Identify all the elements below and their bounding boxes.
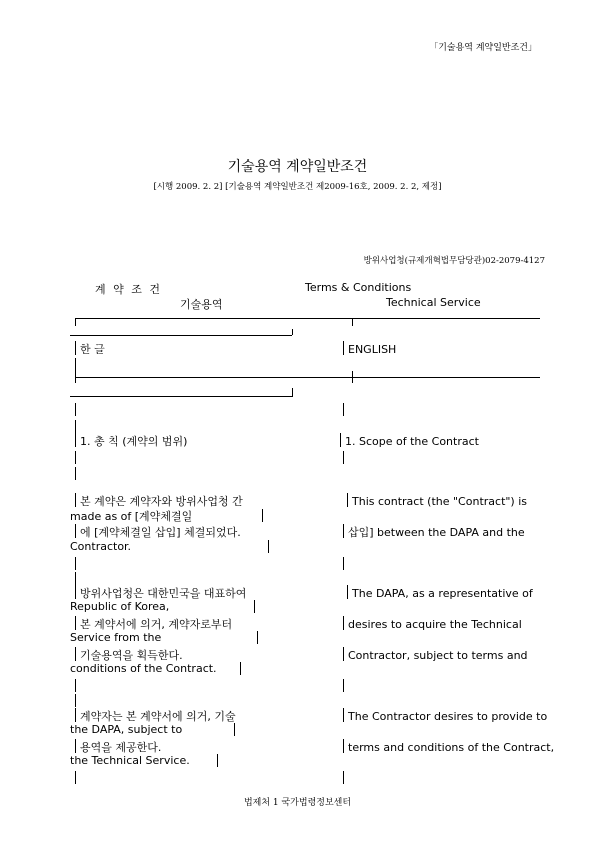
- row-pipe: [75, 467, 76, 480]
- table-top-rule: [75, 318, 540, 319]
- row-pipe: [75, 451, 76, 464]
- row-pipe: [234, 723, 235, 736]
- row-pipe: [75, 420, 76, 433]
- row-pipe: [343, 557, 344, 570]
- row-divider-pipe: [75, 358, 76, 371]
- clause-korean-line: 본 계약서에 의거, 계약자로부터: [75, 616, 232, 632]
- table-header-korean: 한 글: [75, 341, 105, 357]
- clause-korean-line: 계약자는 본 계약서에 의거, 기술: [75, 708, 236, 724]
- korean-column-title: 계 약 조 건: [95, 283, 162, 296]
- korean-column-subtitle: 기술용역: [180, 298, 223, 311]
- row-pipe: [254, 600, 255, 613]
- document-title: 기술용역 계약일반조건: [227, 159, 368, 175]
- clause-korean-line: 용역을 제공한다.: [75, 739, 161, 755]
- row-pipe: [75, 557, 76, 570]
- row-pipe: [217, 754, 218, 767]
- row-pipe: [75, 403, 76, 416]
- clause-english-line: desires to acquire the Technical: [343, 616, 522, 631]
- section-title-korean: 1. 총 칙 (계약의 범위): [75, 433, 187, 449]
- clause-korean-line: 본 계약은 계약자와 방위사업청 간: [75, 493, 243, 509]
- table-top-left-tick: [75, 318, 76, 326]
- department-contact: 방위사업청(규제개혁법무담당관)02-2079-4127: [363, 256, 545, 266]
- row-pipe: [262, 509, 263, 522]
- row-pipe: [343, 679, 344, 692]
- clause-wrap-line: Republic of Korea,: [70, 600, 170, 613]
- table-top-rule-continuation: [70, 335, 292, 336]
- clause-english-line: 삽입] between the DAPA and the: [343, 524, 525, 540]
- clause-wrap-line: the DAPA, subject to: [70, 723, 183, 736]
- clause-english-line: The DAPA, as a representative of: [347, 585, 533, 600]
- document-header-tag: 「기술용역 계약일반조건」: [429, 43, 537, 53]
- table-header-rule: [75, 377, 540, 378]
- clause-wrap-line: the Technical Service.: [70, 754, 190, 767]
- english-column-title: Terms & Conditions: [305, 281, 412, 294]
- clause-wrap-line: Contractor.: [70, 540, 132, 553]
- clause-korean-line: 방위사업청은 대한민국을 대표하여: [75, 585, 246, 601]
- clause-english-line: Contractor, subject to terms and: [343, 647, 528, 662]
- clause-korean-line: 에 [계약체결일 삽입] 체결되었다.: [75, 524, 241, 540]
- clause-korean-line: 기술용역을 획득한다.: [75, 647, 183, 663]
- row-pipe: [75, 572, 76, 585]
- english-column-subtitle: Technical Service: [386, 296, 481, 309]
- row-pipe: [343, 403, 344, 416]
- row-pipe: [75, 771, 76, 784]
- document-subtitle: [시행 2009. 2. 2] [기술용역 계약일반조건 제2009-16호, 2009. 2. 2, 제정]: [153, 182, 442, 192]
- table-header-mid-tick: [352, 371, 353, 383]
- row-pipe: [343, 771, 344, 784]
- table-header-english: ENGLISH: [343, 341, 396, 356]
- clause-english-line: terms and conditions of the Contract,: [343, 739, 554, 754]
- clause-wrap-line: Service from the: [70, 631, 162, 644]
- table-top-mid-tick: [352, 318, 353, 326]
- table-header-left-tick: [75, 371, 76, 383]
- row-pipe: [343, 451, 344, 464]
- table-header-right-tick: [292, 388, 293, 397]
- table-header-rule-continuation: [70, 396, 292, 397]
- clause-wrap-line: made as of [계약체결일: [70, 510, 193, 523]
- clause-english-line: The Contractor desires to provide to: [343, 708, 547, 723]
- clause-english-line: This contract (the "Contract") is: [347, 493, 527, 508]
- row-pipe: [75, 679, 76, 692]
- row-pipe: [257, 631, 258, 644]
- clause-wrap-line: conditions of the Contract.: [70, 662, 217, 675]
- row-pipe: [75, 694, 76, 707]
- page-footer: 법제처 1 국가법령정보센터: [243, 798, 352, 808]
- table-top-right-tick: [292, 329, 293, 335]
- section-title-english: 1. Scope of the Contract: [340, 433, 479, 448]
- row-pipe: [240, 662, 241, 675]
- row-pipe: [268, 540, 269, 553]
